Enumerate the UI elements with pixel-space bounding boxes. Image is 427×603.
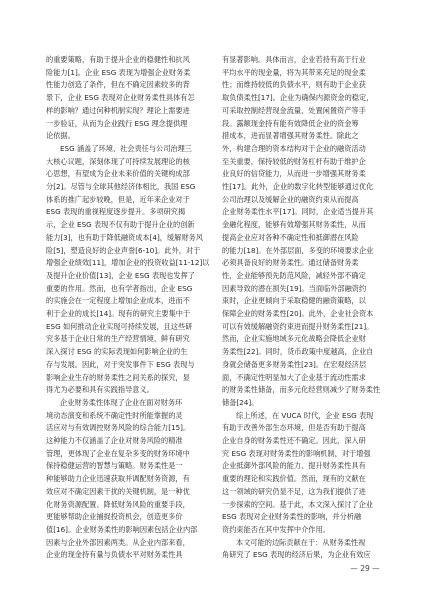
text-line: 保障企业的财务柔性[20]。此外，企业社会资本 [222, 309, 374, 318]
text-line: 更能够帮助企业捕捉投资机会，创造更多价 [46, 512, 183, 522]
text-line: 企业的现金持有量与负债水平对财务柔性具 [46, 550, 183, 560]
text-line: 及提升企业价值[13]，企业 ESG 表现也发挥了 [46, 270, 195, 280]
text-line: 本文可能的边际贡献在于：从财务柔性视 [236, 537, 366, 547]
text-line: ESG 如何推动企业实现可持续发展，且这些研 [46, 321, 193, 331]
text-line: 增强企业绩效[11]，增加企业的投资收益[11-12]以 [46, 258, 210, 268]
text-line: 景下，企业 ESG 表现对企业财务柔性具体有怎 [46, 93, 195, 103]
text-line: 这种能力不仅涵盖了企业对财务风险的精准 [46, 436, 183, 445]
text-line: 深入探讨 ESG 的实际表现如何影响企业的生 [46, 347, 188, 357]
text-line: 保持稳健运营的智慧与策略。财务柔性是一 [46, 461, 183, 471]
text-line: 险能力[1]。企业 ESG 表现为增强企业财务柔 [46, 67, 191, 77]
text-line: 面，不确定性明显加大了企业基于流动性需求 [222, 372, 366, 382]
text-line: 因素与企业外部因素两类。从企业内部来看， [46, 537, 190, 547]
text-line: 提高企业应对各种不确定性和抵御潜在风险 [222, 232, 359, 242]
text-line: 活应对与有效调控财务风险的综合能力[15]。 [46, 423, 191, 433]
text-line: 因素导致的潜在损失[19]。当面临外部融资约 [222, 283, 367, 293]
text-line: 究多基于企业日常的生产经营情境，鲜有研究 [46, 334, 190, 344]
text-line: 业良好的信贷能力，从而进一步增强其财务柔 [222, 169, 366, 179]
text-line: 示，企业 ESG 表现不仅有助于提升企业的创新 [46, 220, 195, 230]
text-line: 险[5]，塑造良好的企业声誉[6-10]。此外，对于 [46, 245, 201, 255]
text-line: 心思想，有望成为企业未来价值的关键构成部 [46, 169, 190, 179]
text-line: 境动态演变和系统不确定性时所能掌握的灵 [46, 410, 183, 420]
text-line: 必须具备良好的财务柔性。通过储备财务柔 [222, 258, 359, 268]
text-line: 有显著影响。具体而言，企业若持有高于行业 [222, 55, 366, 64]
text-line: 重要的理论和实践价值。然而，现有的文献在 [222, 474, 366, 484]
text-line: 可采取控制经营现金流量、处置闲置资产等手 [222, 105, 366, 115]
text-line: 的重要策略，有助于提升企业的稳健性和抗风 [46, 55, 190, 64]
text-line: 束时，企业更倾向于采取稳健的融资策略，以 [222, 296, 366, 306]
text-line: 务柔性[22]。同时，货币政策中度越高，企业自 [222, 347, 374, 357]
text-line: 重要的作用。然而，也有学者指出，企业 ESG [46, 283, 193, 293]
text-line: 平均水平的现金量，将为其带来充足的现金柔 [222, 67, 366, 77]
text-line: 企业财务柔性体现了企业在面对财务环 [60, 397, 183, 407]
text-line: 企业自身的财务柔性还不确定。因此，深入研 [222, 436, 366, 445]
text-line: 影响企业生存的财务柔性之间关系的探究，显 [46, 372, 190, 382]
text-line: 性，企业能够预先防范风险，减轻外部不确定 [222, 270, 366, 280]
text-line: ESG 表现对企业财务柔性的影响，并分析融 [222, 512, 362, 522]
text-line: 性能力创造了条件，但在不确定因素较多的背 [46, 80, 190, 90]
text-line: 的能力[18]。在外部层面，多变的环境要求企业 [222, 245, 374, 255]
text-line: 措成本，进而显著增强其财务柔性。除此之 [222, 131, 359, 141]
text-line: 种能够助力企业迅速获取并调配财务资源，有 [46, 474, 190, 484]
text-line: 至关重要，保持较低的财务杠杆有助于维护企 [222, 156, 366, 166]
text-line: ESG 涵盖了环境、社会责任与公司治理三 [60, 143, 192, 153]
text-line: 利于企业的成长[14]。现有的研究主要集中于 [46, 309, 191, 318]
text-line: 化财务资源配置、降低财务风险的重要手段， [46, 499, 190, 509]
text-line: 取负债柔性[17]。企业为确保内源资金的稳定， [222, 93, 374, 103]
text-line: 管理，更体现了企业在复杂多变的财务环境中 [46, 448, 190, 458]
text-line: 一步探索的空间。基于此，本文深入探讨了企业 [222, 499, 373, 509]
text-line: 可以有效缓解融资约束进而提升财务柔性[21]。 [222, 321, 374, 331]
text-line: 体系的推广起步较晚，但是，近年来企业对于 [46, 194, 190, 204]
text-line: 这一领域的研究仍显不足，这为我们提供了进 [222, 486, 366, 496]
text-line: 段。露额现金持有能有效降低企业的资金筹 [222, 118, 359, 128]
text-line: 资约束能否在其中发挥中介作用。 [222, 524, 330, 534]
text-line: 有助于改善外部生态环境，但是否有助于提高 [222, 423, 366, 433]
text-line: 分[2]。尽管与全球其他经济体相比，我国 ESG [46, 182, 196, 191]
text-line: 大核心议题，深刻体现了可持续发展理论的核 [46, 156, 190, 166]
text-line: 样的影响？通过何种机制实现？理论上需要进 [46, 105, 190, 115]
text-line: 企业抵御外部风险的能力、提升财务柔性具有 [222, 461, 366, 471]
text-line: 效应对不确定因素干扰的关键机制，是一种优 [46, 486, 190, 496]
text-line: 值[16]。企业财务柔性的影响因素包括企业内部 [46, 524, 198, 534]
text-line: 论依据。 [46, 131, 75, 141]
text-line: 一步验证，从而为企业践行 ESG 理念提供理 [46, 118, 188, 128]
text-line: 究 ESG 表现对财务柔性的影响机制，对于增强 [222, 448, 371, 458]
text-line: 性；而维持较低的负债水平，则有助于企业获 [222, 80, 366, 90]
text-line: 然而，企业实施地域多元化战略会降低企业财 [222, 334, 366, 344]
text-line: 企业财务柔性水平[17]。同时，企业适当提升其 [222, 207, 374, 217]
text-line: 储备[24]。 [222, 397, 259, 407]
text-line: 金融化程度，能够有效增强其财务柔性，从而 [222, 220, 366, 230]
text-line: 存与发展。因此，对于突发事件下 ESG 表现与 [46, 359, 195, 369]
text-line: ESG 表现的重视程度逐步提升。多项研究揭 [46, 207, 186, 217]
page-number: — 29 — [350, 564, 380, 573]
text-line: 的实施会在一定程度上增加企业成本，进而不 [46, 296, 190, 306]
text-line: 的财务柔性储备，而多元化经营则减少了财务柔性 [222, 385, 381, 395]
text-line: 公司治理以及缓解企业的融资约束从而提高 [222, 194, 359, 204]
text-line: 角研究了 ESG 表现的经济后果，为企业有效应 [222, 550, 371, 560]
text-line: 外，构建合理的资本结构对于企业的融资活动 [222, 143, 366, 153]
text-line: 性[17]。此外，企业的数字化转型能够通过优化 [222, 182, 374, 191]
text-line: 综上所述，在 VUCA 时代，企业 ESG 表现 [236, 410, 374, 420]
text-line: 能力[3]，也有助于降低融资成本[4]，缓解财务风 [46, 232, 203, 242]
text-line: 身就会储备更多财务柔性[23]。在宏观经济层 [222, 359, 367, 369]
text-line: 得尤为必要和具有实践指导意义。 [46, 385, 154, 395]
